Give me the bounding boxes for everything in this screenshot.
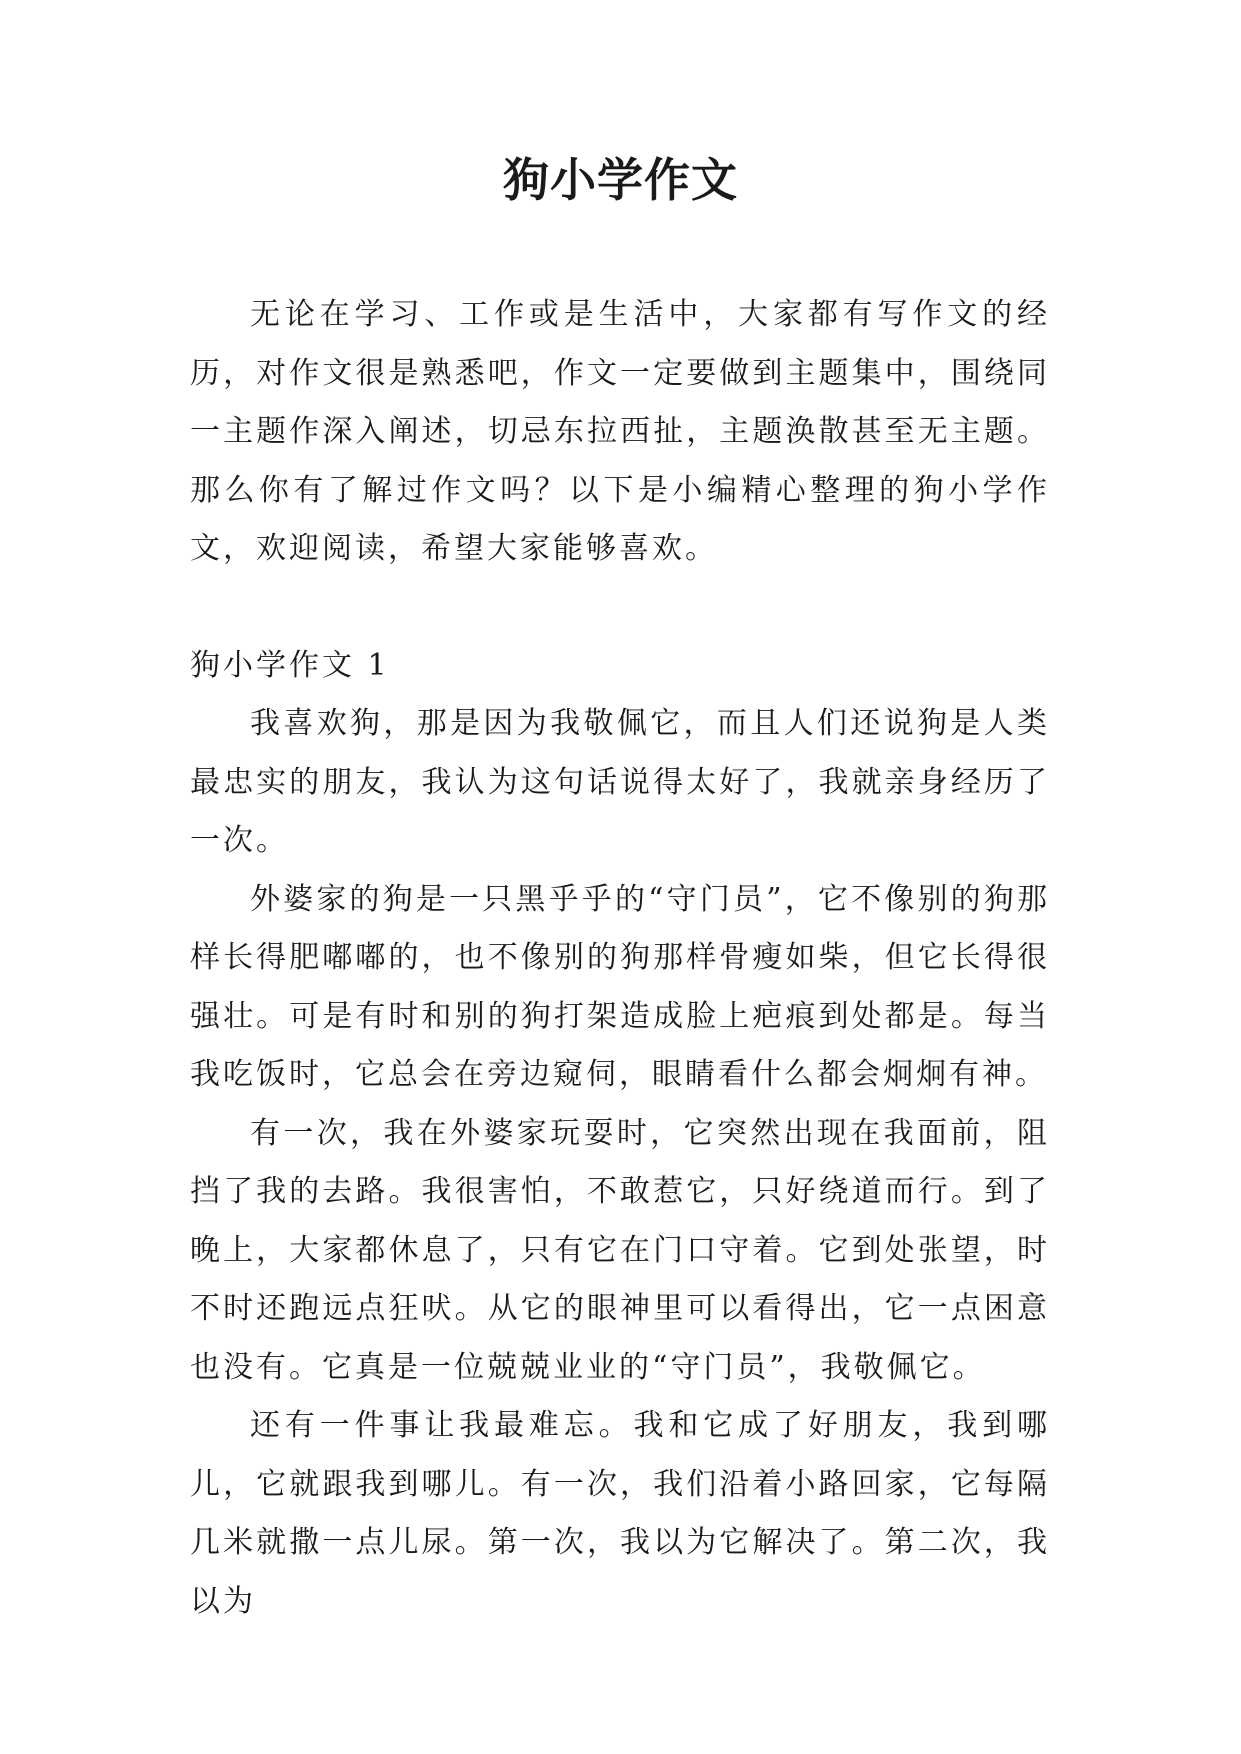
document-body xyxy=(190,286,1050,1631)
body-paragraph: 我喜欢狗，那是因为我敬佩它，而且人们还说狗是人类最忠实的朋友，我认为这句话说得太好了，我就亲身经历了一次。 xyxy=(190,706,1050,858)
body-paragraph: 有一次，我在外婆家玩耍时，它突然出现在我面前，阻挡了我的去路。我很害怕，不敢惹它，只好绕道而行。到了晚上，大家都休息了，只有它在门口守着。它到处张望，时不时还跑远点狂吠。从它的眼神里可以看得出，它一点困意也没有。它真是一位兢兢业业的“守门员”，我敬佩它。 xyxy=(190,1115,1050,1385)
intro-paragraph: 无论在学习、工作或是生活中，大家都有写作文的经历，对作文很是熟悉吧，作文一定要做到主题集中，围绕同一主题作深入阐述，切忌东拉西扯，主题涣散甚至无主题。那么你有了解过作文吗？以下是小编精心整理的狗小学作文，欢迎阅读，希望大家能够喜欢。 xyxy=(190,297,1050,566)
body-paragraph: 还有一件事让我最难忘。我和它成了好朋友，我到哪儿，它就跟我到哪儿。有一次，我们沿着小路回家，它每隔几米就撒一点儿尿。第一次，我以为它解决了。第二次，我以为 xyxy=(190,1408,1050,1619)
document-title: 狗小学作文 xyxy=(503,153,738,207)
section-heading: 狗小学作文 1 xyxy=(190,647,390,683)
body-paragraph: 外婆家的狗是一只黑乎乎的“守门员”，它不像别的狗那样长得肥嘟嘟的，也不像别的狗那样骨瘦如柴，但它长得很强壮。可是有时和别的狗打架造成脸上疤痕到处都是。每当我吃饭时，它总会在旁边窥伺，眼睛看什么都会炯炯有神。 xyxy=(190,881,1050,1092)
